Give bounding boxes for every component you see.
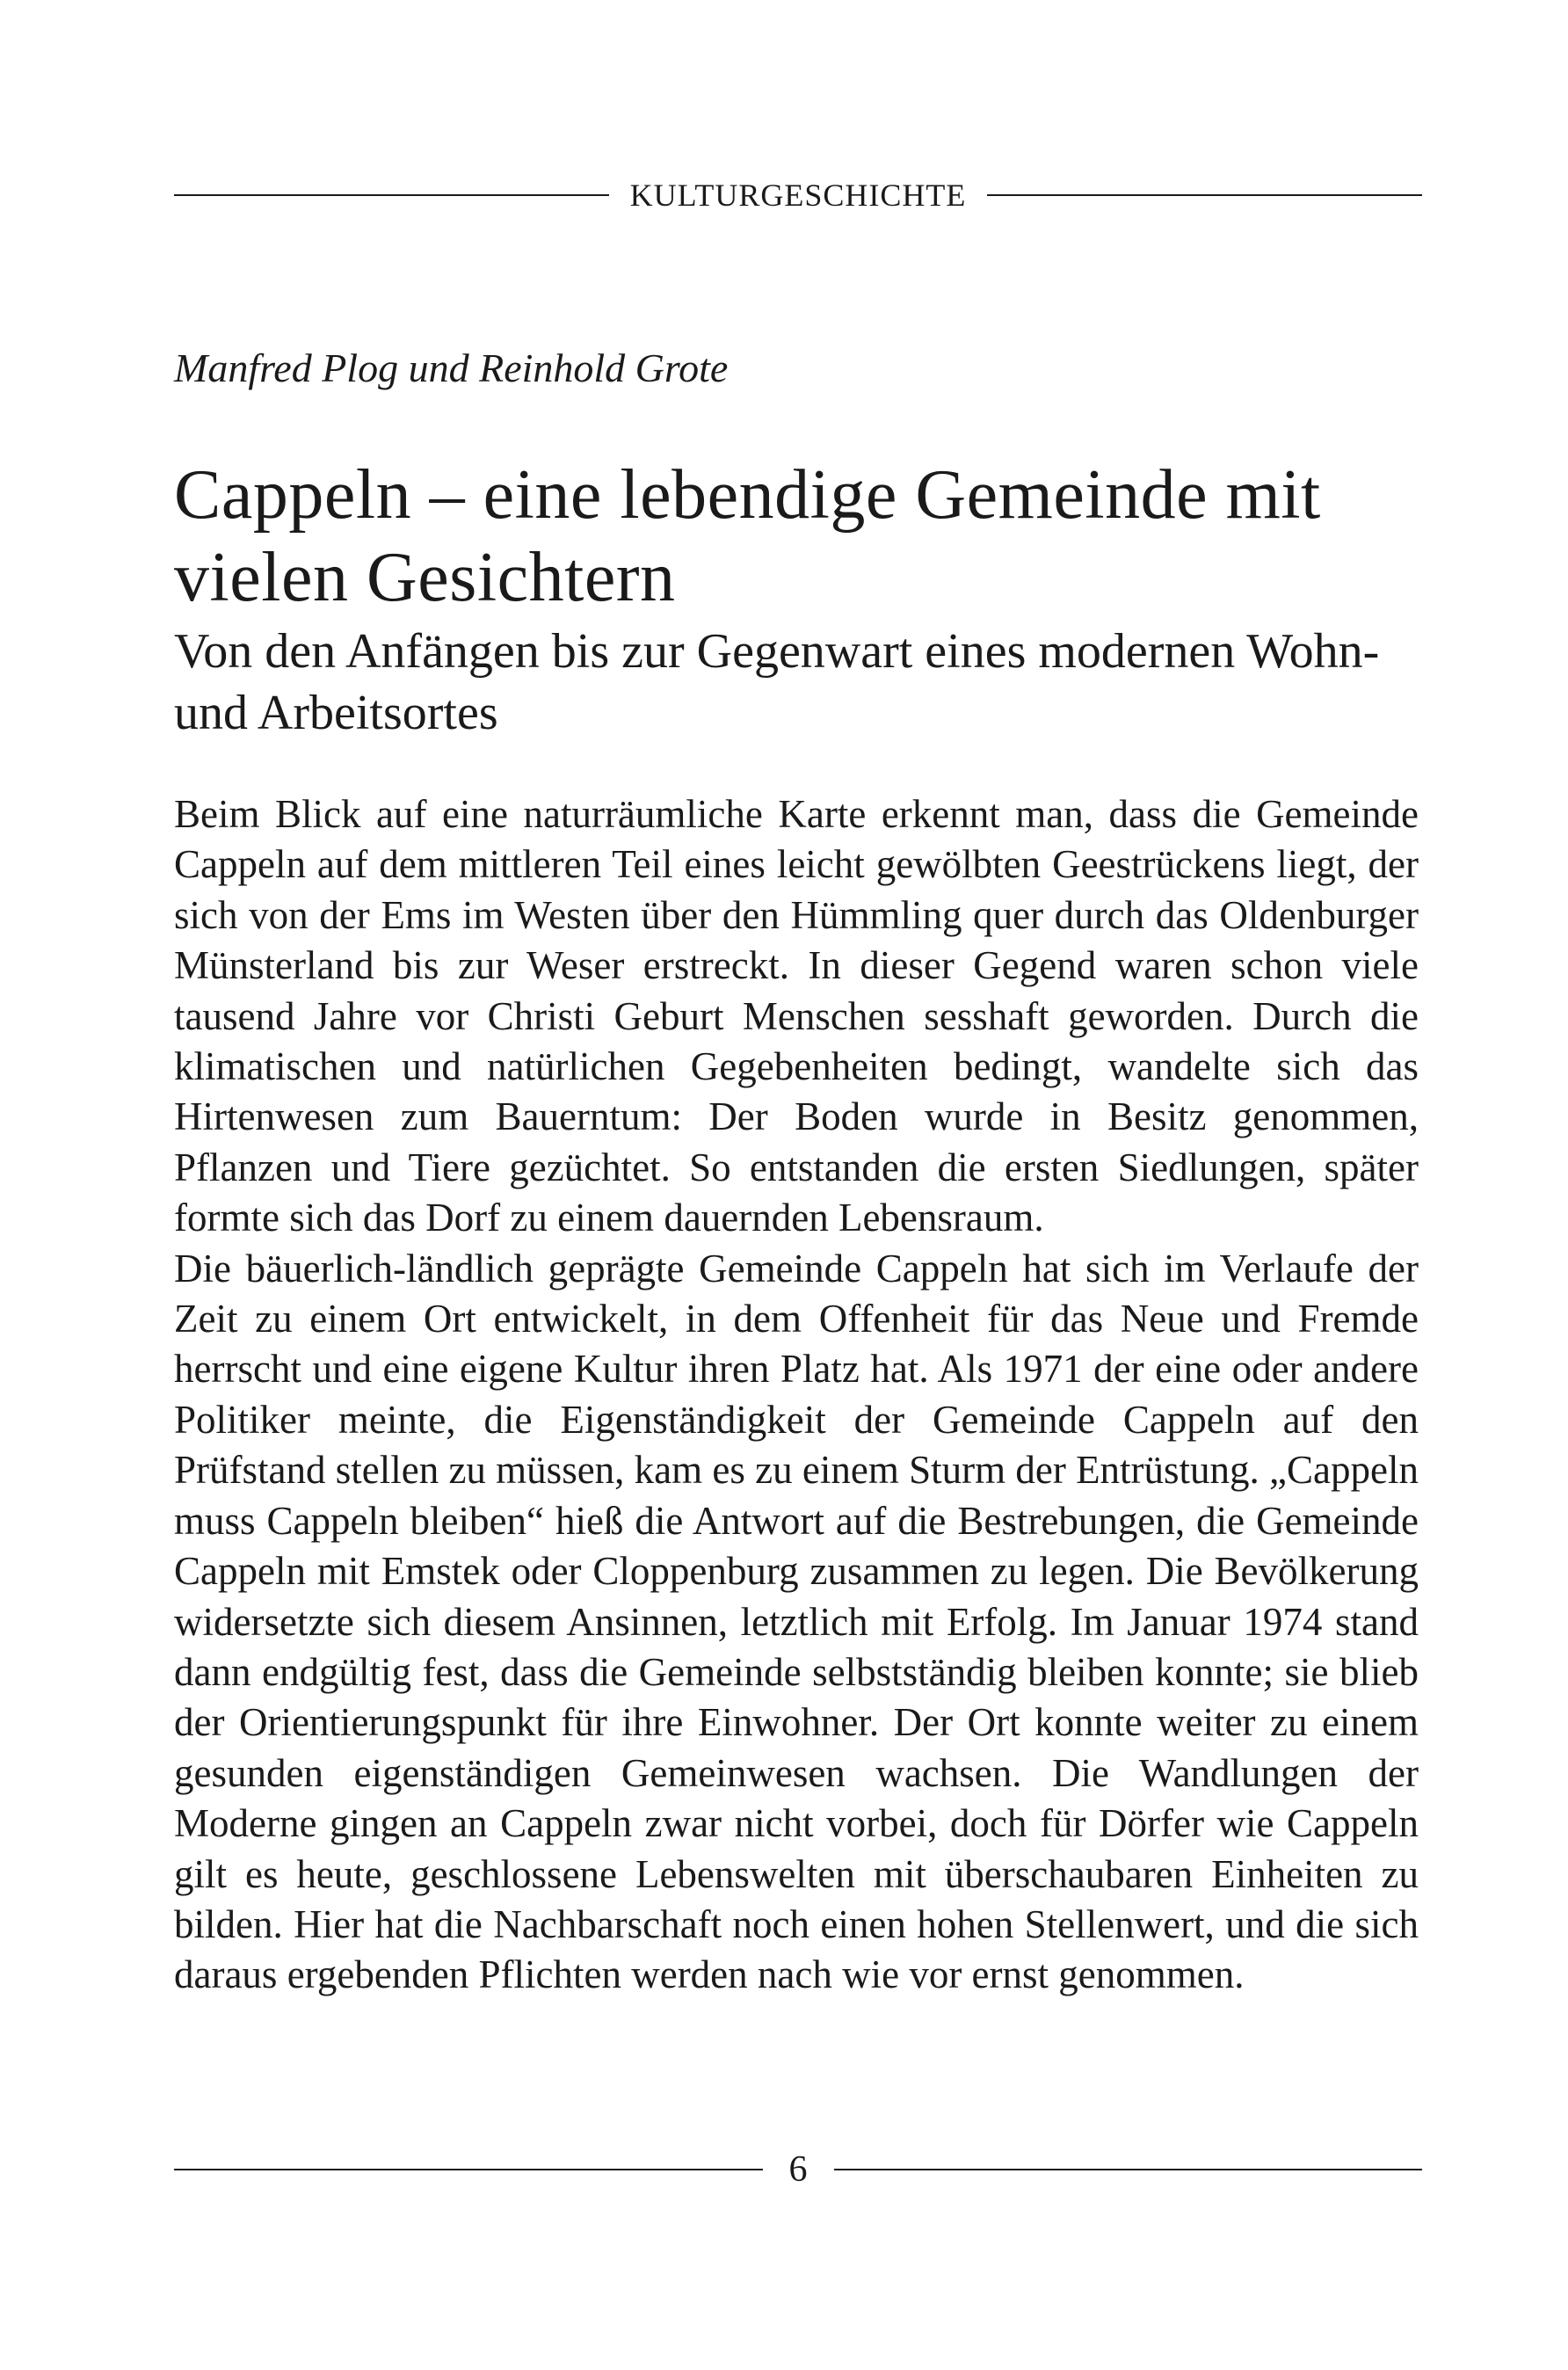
footer-rule-right — [834, 2169, 1423, 2170]
body-paragraph: Beim Blick auf eine naturräumliche Karte erkennt man, dass die Gemeinde Cappeln auf dem mittleren Teil eines leicht gewölbten Geestrückens liegt, der sich von der Ems im Westen über den Hümmling quer durch das Oldenburger Münsterland bis zur Weser erstreckt. In dieser Gegend waren schon viele tausend Jahre vor Christi Geburt Menschen sesshaft geworden. Durch die klimatischen und natürlichen Gegebenheiten bedingt, wandelte sich das Hirtenwesen zum Bauerntum: Der Boden wurde in Besitz genommen, Pflanzen und Tiere gezüchtet. So entstanden die ersten Siedlungen, später formte sich das Dorf zu einem dauernden Lebensraum. — [174, 792, 1419, 1240]
article-title: Cappeln – eine lebendige Gemeinde mit vielen Gesichtern — [174, 456, 1321, 616]
running-head-rule-right — [987, 194, 1422, 196]
running-head-rule-left — [174, 194, 609, 196]
running-head-label: KULTURGESCHICHTE — [629, 178, 967, 213]
footer-rule-left — [174, 2169, 763, 2170]
article-authors: Manfred Plog und Reinhold Grote — [174, 345, 729, 390]
page-number: 6 — [788, 2149, 808, 2190]
running-head — [174, 176, 1422, 214]
article-subtitle: Von den Anfängen bis zur Gegenwart eines modernen Wohn- und Arbeitsortes — [174, 624, 1380, 740]
body-paragraph: Die bäuerlich-ländlich geprägte Gemeinde Cappeln hat sich im Verlaufe der Zeit zu einem Ort entwickelt, in dem Offenheit für das Neue und Fremde herrscht und eine eigene Kultur ihren Platz hat. Als 1971 der eine oder andere Politiker meinte, die Eigenständigkeit der Gemeinde Cappeln auf den Prüfstand stellen zu müssen, kam es zu einem Sturm der Entrüstung. „Cappeln muss Cappeln bleiben“ hieß die Antwort auf die Bestrebungen, die Gemeinde Cappeln mit Emstek oder Cloppenburg zusammen zu legen. Die Bevölkerung widersetzte sich diesem Ansinnen, letztlich mit Erfolg. Im Januar 1974 stand dann endgültig fest, dass die Gemeinde selbstständig bleiben konnte; sie blieb der Orientierungspunkt für ihre Einwohner. Der Ort konnte weiter zu einem gesunden eigenständigen Gemeinwesen wachsen. Die Wandlungen der Moderne gingen an Cappeln zwar nicht vorbei, doch für Dörfer wie Cappeln gilt es heute, geschlossene Lebenswelten mit überschaubaren Einheiten zu bilden. Hier hat die Nachbarschaft noch einen hohen Stellenwert, und die sich daraus ergebenden Pflichten werden nach wie vor ernst genommen. — [174, 1246, 1419, 1997]
page-footer — [174, 2148, 1422, 2191]
article-body — [174, 789, 1419, 2001]
